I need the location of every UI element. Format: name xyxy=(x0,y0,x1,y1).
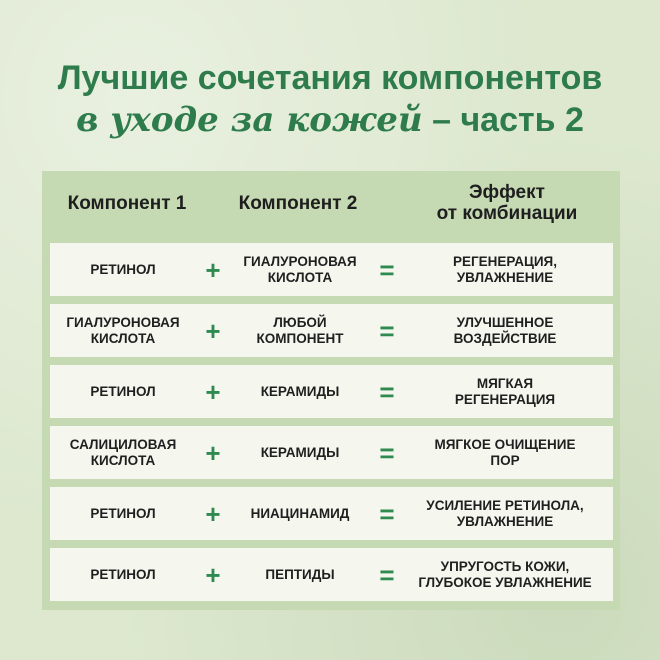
table-row xyxy=(50,365,613,418)
page-title: Лучшие сочетания компонентов xyxy=(57,59,603,97)
row-effect: МЯГКОЕ ОЧИЩЕНИЕ ПОР xyxy=(434,436,576,468)
header-effect: Эффект от комбинации xyxy=(436,182,578,224)
plus-icon: + xyxy=(205,254,221,285)
row-component-2: ГИАЛУРОНОВАЯ КИСЛОТА xyxy=(243,253,357,285)
subtitle-script-text: в уходе за кожей xyxy=(76,100,423,140)
header-component-2: Компонент 2 xyxy=(238,192,358,214)
row-component-1: САЛИЦИЛОВАЯ КИСЛОТА xyxy=(69,436,177,468)
plus-icon: + xyxy=(205,559,221,590)
plus-icon: + xyxy=(205,315,221,346)
table-row xyxy=(50,487,613,540)
header-component-1: Компонент 1 xyxy=(67,192,187,214)
plus-icon: + xyxy=(205,437,221,468)
row-effect: УСИЛЕНИЕ РЕТИНОЛА, УВЛАЖНЕНИЕ xyxy=(426,497,584,529)
page-subtitle xyxy=(0,100,660,140)
row-component-2: КЕРАМИДЫ xyxy=(260,383,340,399)
equals-icon: = xyxy=(379,315,395,346)
row-effect: УЛУЧШЕННОЕ ВОЗДЕЙСТВИЕ xyxy=(453,314,557,346)
equals-icon: = xyxy=(379,254,395,285)
table-row xyxy=(50,243,613,296)
row-component-1: РЕТИНОЛ xyxy=(90,566,156,582)
row-component-2: КЕРАМИДЫ xyxy=(260,444,340,460)
row-effect: УПРУГОСТЬ КОЖИ, ГЛУБОКОЕ УВЛАЖНЕНИЕ xyxy=(418,558,592,590)
equals-icon: = xyxy=(379,437,395,468)
row-effect: МЯГКАЯ РЕГЕНЕРАЦИЯ xyxy=(454,375,556,407)
row-component-2: ПЕПТИДЫ xyxy=(265,566,335,582)
row-component-1: РЕТИНОЛ xyxy=(90,261,156,277)
table-row xyxy=(50,426,613,479)
table-row xyxy=(50,304,613,357)
table-row xyxy=(50,548,613,601)
equals-icon: = xyxy=(379,376,395,407)
plus-icon: + xyxy=(205,498,221,529)
row-effect: РЕГЕНЕРАЦИЯ, УВЛАЖНЕНИЕ xyxy=(452,253,557,285)
row-component-1: ГИАЛУРОНОВАЯ КИСЛОТА xyxy=(66,314,180,346)
row-component-2: НИАЦИНАМИД xyxy=(250,505,350,521)
equals-icon: = xyxy=(379,498,395,529)
subtitle-part-text: – часть 2 xyxy=(422,101,584,139)
combinations-table xyxy=(42,171,620,610)
row-component-1: РЕТИНОЛ xyxy=(90,383,156,399)
equals-icon: = xyxy=(379,559,395,590)
row-component-2: ЛЮБОЙ КОМПОНЕНТ xyxy=(256,314,344,346)
row-component-1: РЕТИНОЛ xyxy=(90,505,156,521)
plus-icon: + xyxy=(205,376,221,407)
